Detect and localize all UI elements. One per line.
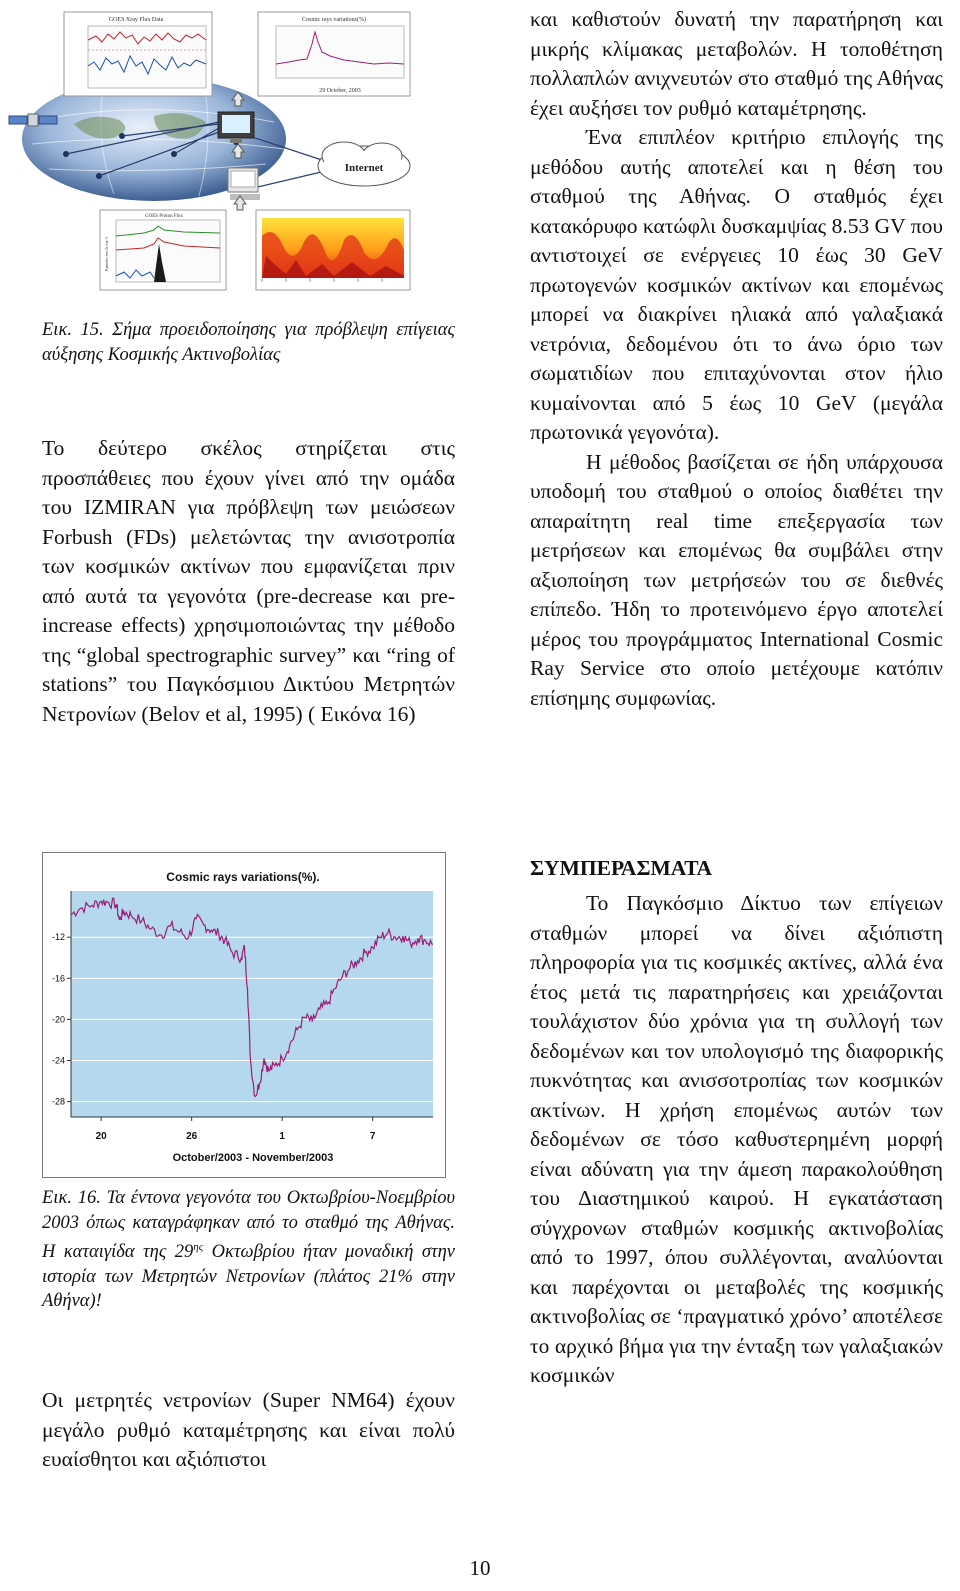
x-tick-label: 1 [279,1131,285,1142]
page-number: 10 [469,1556,491,1580]
left-paragraph-1: Το δεύτερο σκέλος στηρίζεται στις προσπάθειες που έχουν γίνει από την ομάδα του IZMIRAN για πρόβλεψη των μειώσεων Forbush (FDs) μελετώντας την ανισοτροπία των κοσμικών ακτίνων που εμφανίζεται πριν από αυτά τα γεγονότα (pre-decrease και pre-increase effects) χρησιμοποιώντας την μέθοδο της “global spectrographic survey” και “ring of stations” του Παγκόσμιου Δικτύου Μετρητών Νετρονίων (Belov et al, 1995) ( Εικόνα 16) [42,436,455,726]
monitor-icon [218,112,254,143]
goes-xray-plot [64,12,212,96]
svg-text:GOES Proton Flux: GOES Proton Flux [144,214,184,219]
x-tick-label: 26 [186,1131,198,1142]
svg-text:Particles cm-2s-1sr-1: Particles cm-2s-1sr-1 [104,236,109,272]
svg-text:Cosmic rays variations(%): Cosmic rays variations(%) [302,17,366,23]
right-paragraph-3: Η μέθοδος βασίζεται σε ήδη υπάρχουσα υποδομή του σταθμού ο οποίος διαθέτει την απαραίτητη real time επεξεργασία των μετρήσεων και επομένως θα συμβάλει στην αξιοποίηση των μετρήσεών του σε διεθνές επίπεδο. Ήδη το προτεινόμενο έργο αποτελεί μέρος του προγράμματος International Cosmic Ray Service στο οποίο μετέχουμε κατόπιν επίσημης συμφωνίας. [530,449,943,710]
x-tick-label: 20 [95,1131,107,1142]
computer-icon [228,168,260,200]
svg-text:Internet: Internet [344,162,384,174]
figure-16-caption [42,1186,455,1314]
x-tick-label: 7 [369,1131,376,1142]
goes-proton-plot [100,210,226,290]
figure-15-illustration [4,4,416,294]
figure-16-chart-frame [42,852,446,1178]
left-paragraph-2: Οι μετρητές νετρονίων (Super NM64) έχουν μεγάλο ρυθμό καταμέτρησης και είναι πολύ ευαίσθητοι και αξιόπιστοι [42,1388,455,1471]
cosmic-rays-small-plot [258,12,410,96]
internet-cloud-icon [318,142,410,186]
figure-16-caption-sup: ης [193,1241,204,1253]
conclusions-paragraph: Το Παγκόσμιο Δίκτυο των επίγειων σταθμών μπορεί να δίνει αξιόπιστη πληροφορία για τις κοσμικές ακτίνες, αλλά ένα έτος μετά τις παρατηρήσεις και χρειάζονται τουλάχιστον δύο χρόνια για τη συλλογή των δεδομένων και τον υπολογισμό της διαφορικής πυκνότητας και ανισσοτροπίας των κοσμικών ακτίνων. Η χρήση επομένως αυτών των δεδομένων σε τόσο καθυστερημένη μορφή είναι αδύνατη για την άμεση παρακολούθηση του Διαστημικού καιρού. Η εγκατάσταση σύγχρονων σταθμών κοσμικής ακτινοβολίας από το 1997, όπου συλλέγονται, αναλύονται και παρέχονται οι μεταβολές της κοσμικής ακτινοβολίας σε ‘πραγματικό χρόνο’ αποτέλεσε το αρχικό βήμα για την ένταξη των γαλαξιακών κοσμικών [530,891,943,1387]
y-tick-label: -16 [51,973,65,984]
figure-16-caption-part-a: Εικ. 16. Τα έντονα γεγονότα του Οκτωβρίου-Νοεμβρίου 2003 όπως καταγράφηκαν από το σταθμό της Αθήνας. Η καταιγίδα της 29 [42,1188,455,1263]
spectrogram-heatmap [256,210,410,290]
figure-16-chart [43,853,445,1177]
chart-title: Cosmic rays variations(%). [166,870,320,884]
satellite-icon [9,114,57,126]
conclusions-heading: ΣΥΜΠΕΡΑΣΜΑΤΑ [530,856,713,880]
y-tick-label: -24 [51,1055,65,1066]
y-tick-label: -28 [51,1096,65,1107]
right-paragraph-1: και καθιστούν δυνατή την παρατήρηση και μικρής κλίμακας μεταβολών. Η τοποθέτηση πολλαπλών ανιχνευτών στο σταθμό της Αθήνας έχει αυξήσει τον ρυθμό καταμέτρησης. [530,7,943,120]
figure-16-caption-part-b: Οκτωβρίου ήταν μοναδική στην ιστορία των Μετρητών Νετρονίων (πλάτος 21% στην Αθήνα)! [42,1242,455,1312]
right-paragraph-2: Ένα επιπλέον κριτήριο επιλογής της μεθόδου αυτής αποτελεί και η θέση του σταθμού της Αθήνας. Ο σταθμός έχει κατακόρυφο κατώφλι δυσκαμψίας 8.53 GV που αντιστοιχεί σε ενέργειες 10 έως 30 GeV πρωτογενών κοσμικών ακτίνων και επομένως μπορεί να διακρίνει ηλιακά από γαλαξιακά νετρόνια, δεδομένου ότι το άνω όριο των σωματιδίων που επιταχύνονται στον ήλιο κυμαίνονται από 5 έως 10 GeV (μεγάλα πρωτονικά γεγονότα). [530,125,943,444]
svg-text:GOES Xray Flux Data: GOES Xray Flux Data [108,17,164,23]
y-tick-label: -20 [51,1014,65,1025]
chart-xlabel: October/2003 - November/2003 [172,1152,334,1164]
plot-area [71,891,433,1117]
y-tick-label: -12 [51,932,65,943]
figure-15-caption: Εικ. 15. Σήμα προειδοποίησης για πρόβλεψη επίγειας αύξησης Κοσμικής Ακτινοβολίας [42,320,455,365]
svg-text:29 October, 2003: 29 October, 2003 [319,88,361,94]
